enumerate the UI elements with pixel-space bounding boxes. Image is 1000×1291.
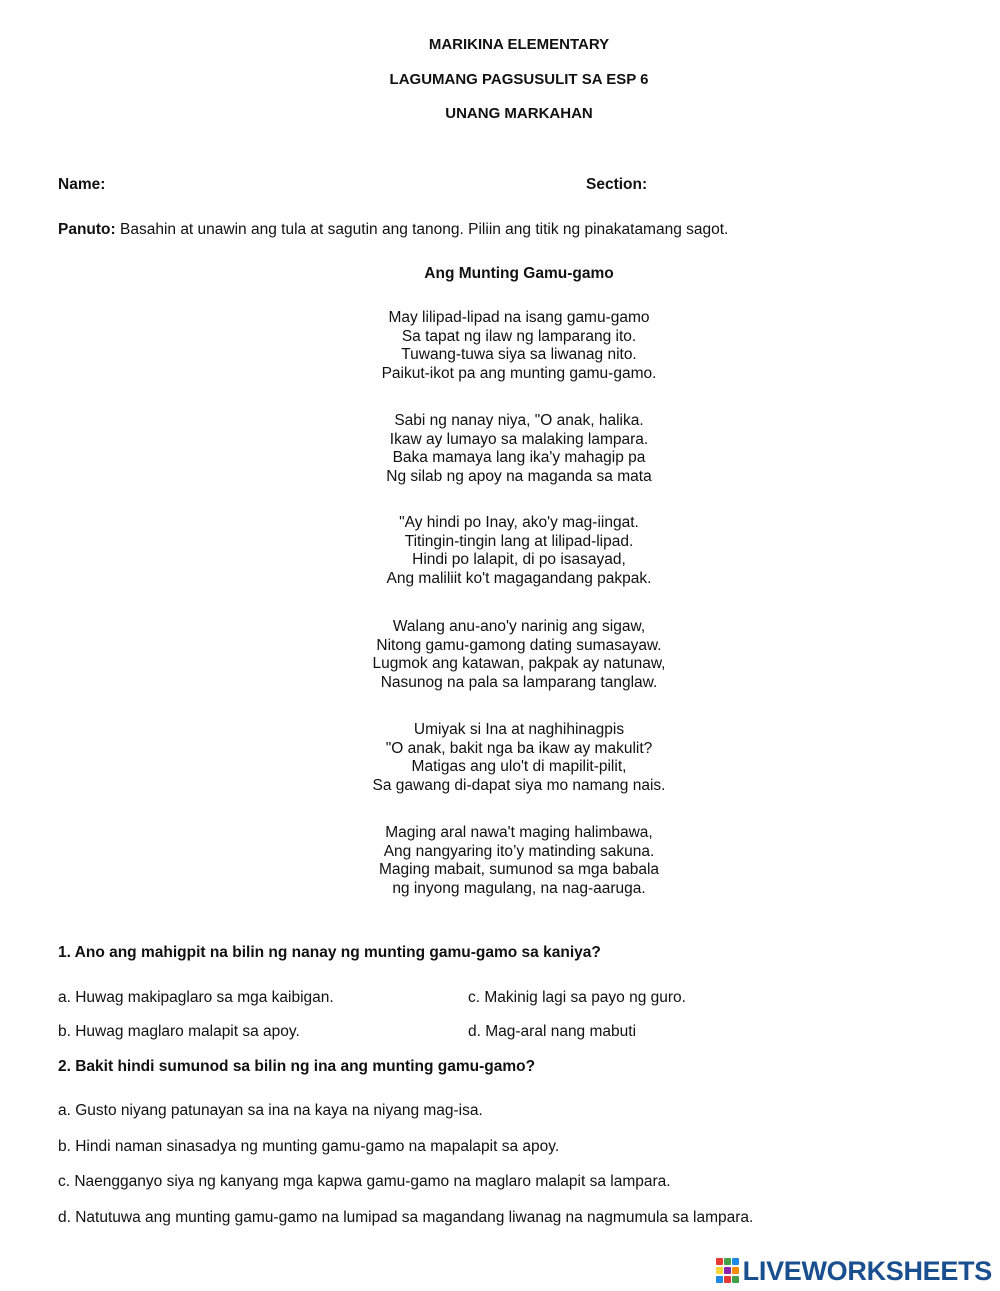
poem-line: Titingin-tingin lang at lilipad-lipad. — [404, 532, 634, 550]
name-label: Name: — [58, 176, 106, 193]
poem-line: Matigas ang ulo't di mapilit-pilit, — [411, 758, 627, 776]
poem-stanza-1 — [0, 309, 1000, 383]
poem-line: Sabi ng nanay niya, "O anak, halika. — [394, 412, 644, 429]
poem-line: Nasunog na pala sa lamparang tanglaw. — [380, 673, 658, 691]
poem-stanza-4 — [0, 618, 1000, 692]
poem-line: ng inyong magulang, na nag-aaruga. — [392, 879, 646, 897]
exam-title: LAGUMANG PAGSUSULIT SA ESP 6 — [389, 71, 649, 88]
poem-line: Walang anu-ano'y narinig ang sigaw, — [392, 618, 646, 635]
question-2: 2. Bakit hindi sumunod sa bilin ng ina ang munting gamu-gamo? — [58, 1058, 536, 1075]
poem-line: Ikaw ay lumayo sa malaking lampara. — [389, 430, 649, 448]
poem-line: "Ay hindi po Inay, ako'y mag-iingat. — [399, 514, 639, 531]
poem-line: Umiyak si Ina at naghihinagpis — [413, 721, 625, 738]
poem-line: Ang nangyaring ito’y matinding sakuna. — [383, 842, 655, 860]
q1-option-a[interactable]: a. Huwag makipaglaro sa mga kaibigan. — [58, 989, 334, 1006]
q1-option-b[interactable]: b. Huwag maglaro malapit sa apoy. — [58, 1023, 300, 1040]
school-name: MARIKINA ELEMENTARY — [428, 36, 610, 53]
q2-option-b[interactable]: b. Hindi naman sinasadya ng munting gamu-gamo na mapalapit sa apoy. — [58, 1138, 560, 1155]
liveworksheets-logo-text: LIVEWORKSHEETS — [742, 1255, 992, 1286]
q1-option-d[interactable]: d. Mag-aral nang mabuti — [468, 1023, 637, 1040]
poem-line: Maging mabait, sumunod sa mga babala — [378, 861, 660, 879]
liveworksheets-logo-icon — [716, 1258, 740, 1284]
poem-line: Ang maliliit ko't magagandang pakpak. — [386, 569, 652, 587]
instructions — [58, 221, 728, 239]
poem-line: Paikut-ikot pa ang munting gamu-gamo. — [381, 364, 657, 382]
poem-line: Nitong gamu-gamong dating sumasayaw. — [376, 636, 662, 654]
liveworksheets-logo[interactable] — [716, 1256, 992, 1286]
question-1: 1. Ano ang mahigpit na bilin ng nanay ng munting gamu-gamo sa kaniya? — [58, 944, 601, 961]
instructions-text: Basahin at unawin ang tula at sagutin ang tanong. Piliin ang titik ng pinakatamang sagot. — [115, 221, 729, 238]
poem-line: Lugmok ang katawan, pakpak ay natunaw, — [372, 655, 666, 673]
q2-option-c[interactable]: c. Naengganyo siya ng kanyang mga kapwa gamu-gamo na maglaro malapit sa lampara. — [58, 1173, 671, 1190]
q2-option-d[interactable]: d. Natutuwa ang munting gamu-gamo na lumipad sa magandang liwanag na nagmumula sa lampara. — [58, 1209, 754, 1226]
poem-stanza-5 — [0, 721, 1000, 795]
section-label: Section: — [586, 176, 648, 193]
q2-option-a[interactable]: a. Gusto niyang patunayan sa ina na kaya na niyang mag-isa. — [58, 1102, 483, 1119]
poem-line: Tuwang-tuwa siya sa liwanag nito. — [401, 346, 637, 364]
poem-stanza-3 — [0, 514, 1000, 588]
poem-line: Sa gawang di-dapat siya mo namang nais. — [372, 776, 666, 794]
poem-line: Baka mamaya lang ika'y mahagip pa — [392, 449, 646, 467]
poem-line: Maging aral nawa't maging halimbawa, — [385, 824, 653, 841]
poem-stanza-2 — [0, 412, 1000, 486]
poem-title: Ang Munting Gamu-gamo — [424, 265, 614, 282]
q1-option-c[interactable]: c. Makinig lagi sa payo ng guro. — [468, 989, 686, 1006]
poem-line: "O anak, bakit nga ba ikaw ay makulit? — [385, 739, 653, 757]
poem-stanza-6 — [0, 824, 1000, 898]
instructions-label: Panuto: — [58, 221, 116, 238]
quarter-label: UNANG MARKAHAN — [445, 105, 593, 122]
poem-line: Ng silab ng apoy na maganda sa mata — [386, 467, 652, 485]
poem-line: Sa tapat ng ilaw ng lamparang ito. — [401, 327, 637, 345]
poem-line: May lilipad-lipad na isang gamu-gamo — [388, 309, 650, 326]
poem-line: Hindi po lalapit, di po isasayad, — [412, 551, 626, 569]
